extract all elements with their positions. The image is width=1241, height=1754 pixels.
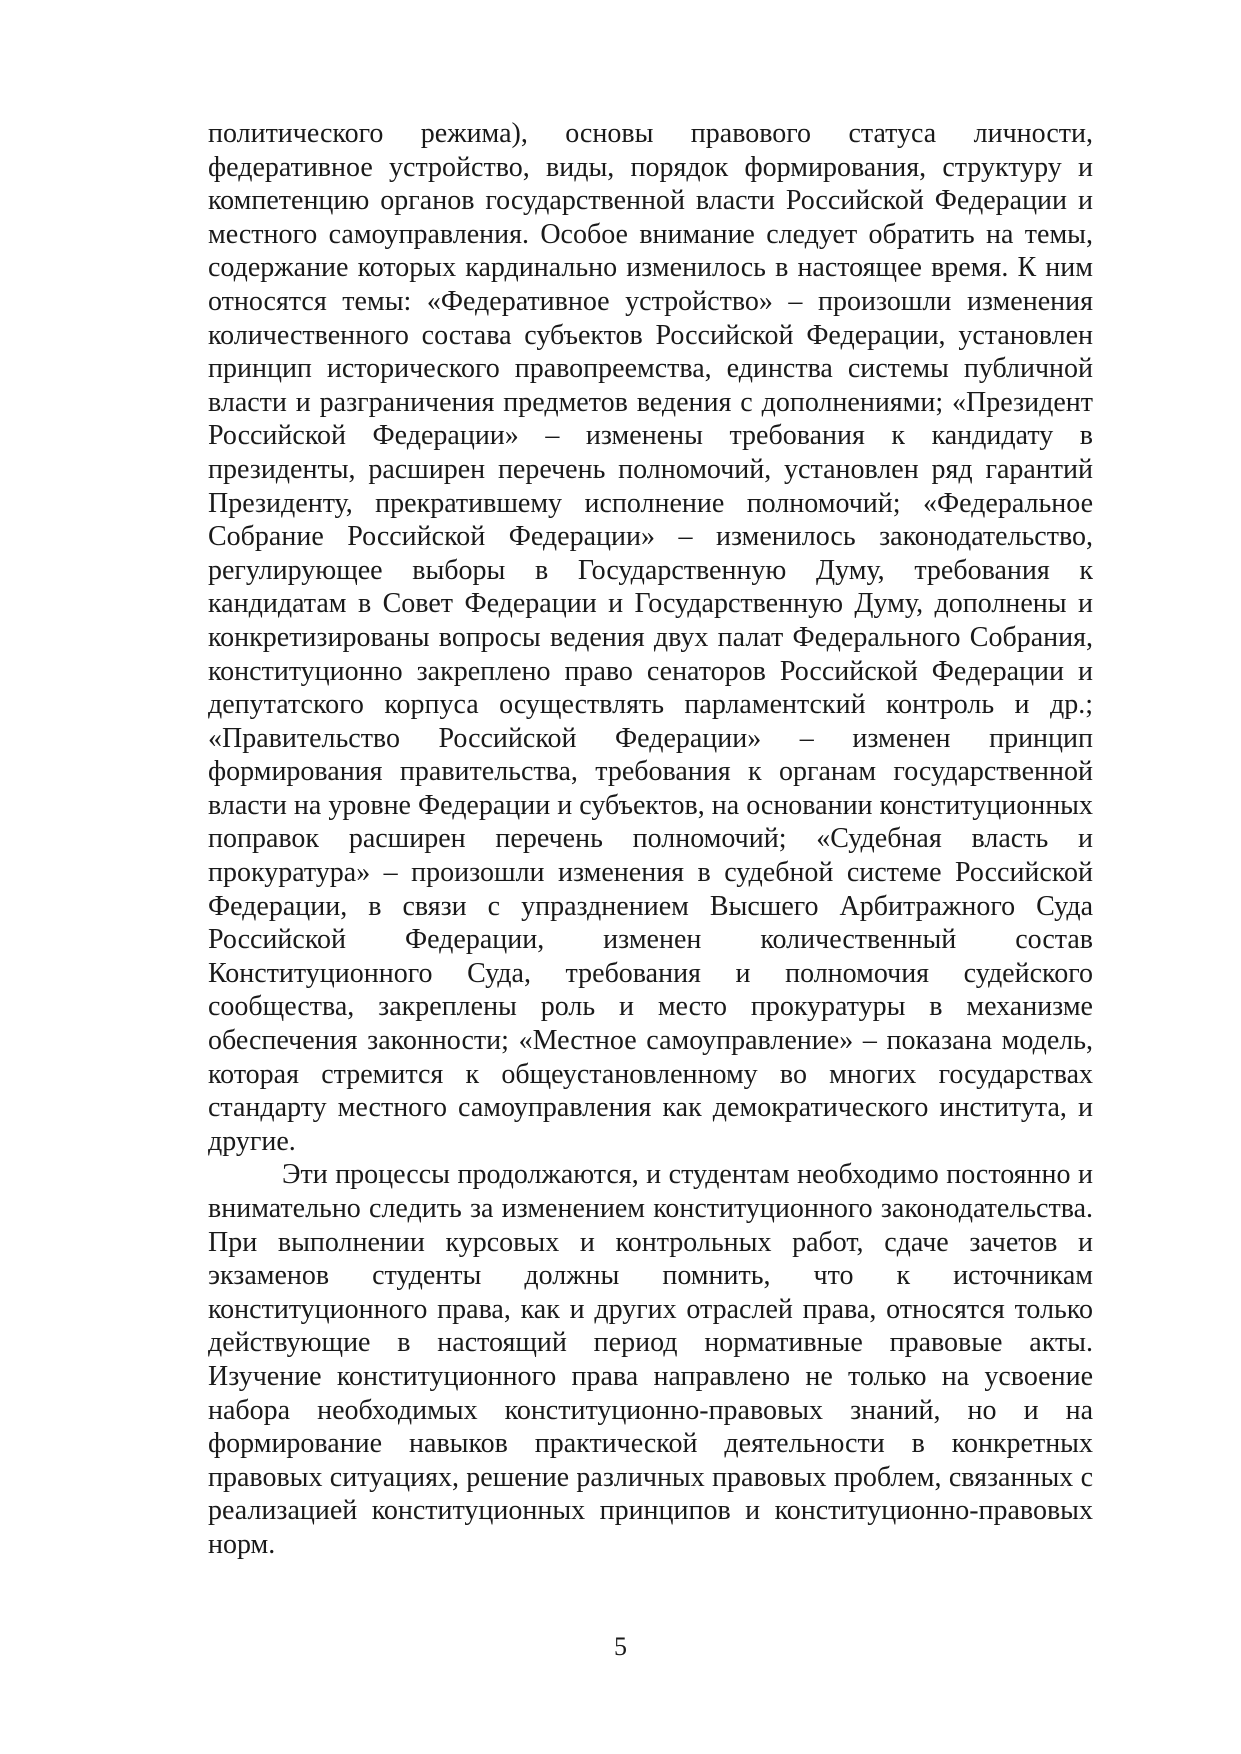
body-text [208, 117, 1093, 1562]
paragraph-continuation: политического режима), основы правового статуса личности, федеративное устройство, виды, порядок формирования, структуру и компетенцию органов государственной власти Российской Федерации и местного самоуправления. Особое внимание следует обратить на темы, содержание которых кардинально изменилось в настоящее время. К ним относятся темы: «Федеративное устройство» – произошли изменения количественного состава субъектов Российской Федерации, установлен принцип исторического правопреемства, единства системы публичной власти и разграничения предметов ведения с дополнениями; «Президент Российской Федерации» – изменены требования к кандидату в президенты, расширен перечень полномочий, установлен ряд гарантий Президенту, прекратившему исполнение полномочий; «Федеральное Собрание Российской Федерации» – изменилось законодательство, регулирующее выборы в Государственную Думу, требования к кандидатам в Совет Федерации и Государственную Думу, дополнены и конкретизированы вопросы ведения двух палат Федерального Собрания, конституционно закреплено право сенаторов Российской Федерации и депутатского корпуса осуществлять парламентский контроль и др.; «Правительство Российской Федерации» – изменен принцип формирования правительства, требования к органам государственной власти на уровне Федерации и субъектов, на основании конституционных поправок расширен перечень полномочий; «Судебная власть и прокуратура» – произошли изменения в судебной системе Российской Федерации, в связи с упразднением Высшего Арбитражного Суда Российской Федерации, изменен количественный состав Конституционного Суда, требования и полномочия судейского сообщества, закреплены роль и место прокуратуры в механизме обеспечения законности; «Местное самоуправление» – показана модель, которая стремится к общеустановленному во многих государствах стандарту местного самоуправления как демократического института, и другие. [208, 118, 1093, 1157]
paragraph-studies: Эти процессы продолжаются, и студентам необходимо постоянно и внимательно следить за изменением конституционного законодательства. При выполнении курсовых и контрольных работ, сдаче зачетов и экзаменов студенты должны помнить, что к источникам конституционного права, как и других отраслей права, относятся только действующие в настоящий период нормативные правовые акты. Изучение конституционного права направлено не только на усвоение набора необходимых конституционно-правовых знаний, но и на формирование навыков практической деятельности в конкретных правовых ситуациях, решение различных правовых проблем, связанных с реализацией конституционных принципов и конституционно-правовых норм. [208, 1159, 1093, 1560]
page-number: 5 [614, 1632, 627, 1661]
